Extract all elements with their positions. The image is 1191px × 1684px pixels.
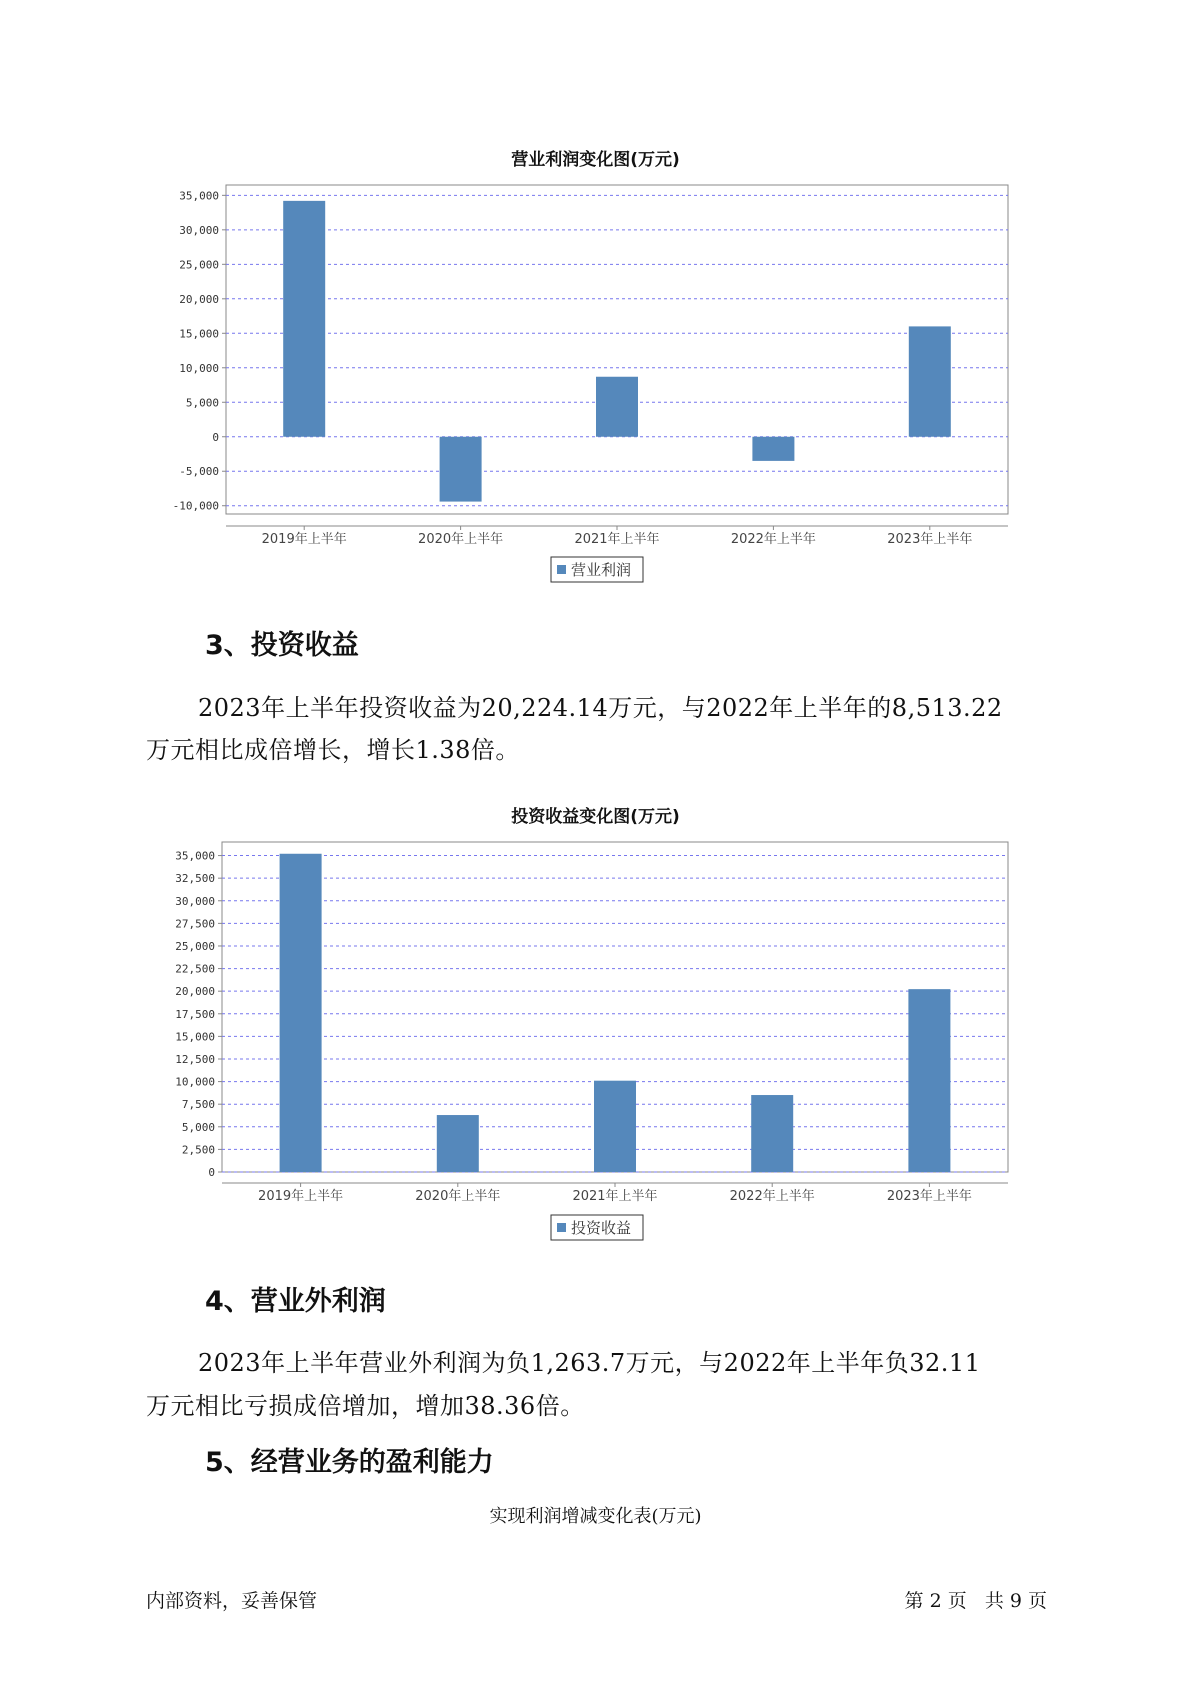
legend-label: 营业利润 bbox=[571, 561, 632, 579]
bar-2019年上半年 bbox=[280, 854, 322, 1172]
footer-page-number: 第 2 页 bbox=[904, 1590, 967, 1612]
y-tick-label: 7,500 bbox=[181, 1098, 215, 1112]
y-tick-label: -5,000 bbox=[179, 465, 219, 479]
x-tick-label: 2023年上半年 bbox=[886, 1189, 972, 1204]
y-tick-label: 17,500 bbox=[175, 1007, 215, 1021]
y-tick-label: 5,000 bbox=[185, 396, 219, 410]
footer-page-total: 共 9 页 bbox=[984, 1590, 1047, 1612]
y-tick-label: 30,000 bbox=[175, 894, 215, 908]
footer-page-info bbox=[905, 1586, 1047, 1613]
y-tick-label: 10,000 bbox=[179, 361, 219, 375]
y-tick-label: 35,000 bbox=[179, 189, 219, 203]
investment-income-text-line2: 万元相比成倍增长，增长1.38倍。 bbox=[146, 736, 520, 764]
x-tick-label: 2021年上半年 bbox=[572, 1189, 658, 1204]
x-tick-label: 2020年上半年 bbox=[415, 1189, 501, 1204]
y-tick-label: 15,000 bbox=[175, 1030, 215, 1044]
x-tick-label: 2023年上半年 bbox=[887, 532, 973, 547]
section-heading-investment-income: 3、投资收益 bbox=[205, 630, 359, 661]
chart1-title: 营业利润变化图(万元) bbox=[511, 150, 680, 170]
bar-2022年上半年 bbox=[751, 1095, 793, 1172]
section-heading-profitability: 5、经营业务的盈利能力 bbox=[205, 1447, 494, 1478]
investment-income-text-line1: 2023年上半年投资收益为20,224.14万元，与2022年上半年的8,513.22 bbox=[198, 694, 1003, 722]
bar-2023年上半年 bbox=[908, 989, 950, 1172]
x-tick-label: 2020年上半年 bbox=[418, 532, 504, 547]
y-tick-label: 32,500 bbox=[175, 872, 215, 886]
y-tick-label: 15,000 bbox=[179, 327, 219, 341]
x-tick-label: 2019年上半年 bbox=[258, 1189, 344, 1204]
y-tick-label: 25,000 bbox=[175, 939, 215, 953]
profit-change-table-caption: 实现利润增减变化表(万元) bbox=[489, 1506, 702, 1527]
non-operating-profit-text-line2: 万元相比亏损成倍增加，增加38.36倍。 bbox=[146, 1392, 585, 1420]
y-tick-label: 5,000 bbox=[181, 1120, 215, 1134]
y-tick-label: 0 bbox=[208, 1166, 215, 1179]
non-operating-profit-text-line1: 2023年上半年营业外利润为负1,263.7万元，与2022年上半年负32.11 bbox=[198, 1349, 981, 1377]
y-tick-label: 0 bbox=[212, 430, 219, 444]
y-tick-label: 20,000 bbox=[179, 292, 219, 306]
x-tick-label: 2022年上半年 bbox=[729, 1189, 815, 1204]
section-heading-non-operating-profit: 4、营业外利润 bbox=[205, 1286, 386, 1317]
y-tick-label: 20,000 bbox=[175, 985, 215, 999]
y-tick-label: 22,500 bbox=[175, 962, 215, 976]
x-tick-label: 2022年上半年 bbox=[730, 532, 816, 547]
legend-swatch bbox=[557, 1223, 566, 1232]
chart2-title: 投资收益变化图(万元) bbox=[511, 807, 680, 827]
y-tick-label: 2,500 bbox=[181, 1143, 215, 1157]
y-tick-label: 35,000 bbox=[175, 849, 215, 863]
y-tick-label: 30,000 bbox=[179, 223, 219, 237]
x-tick-label: 2021年上半年 bbox=[574, 532, 660, 547]
legend-label: 投资收益 bbox=[571, 1219, 632, 1237]
x-tick-label: 2019年上半年 bbox=[261, 532, 347, 547]
y-tick-label: 10,000 bbox=[175, 1075, 215, 1089]
y-tick-label: -10,000 bbox=[172, 499, 219, 513]
y-tick-label: 27,500 bbox=[175, 917, 215, 931]
footer-confidential-note: 内部资料，妥善保管 bbox=[146, 1590, 318, 1612]
y-tick-label: 25,000 bbox=[179, 258, 219, 272]
y-tick-label: 12,500 bbox=[175, 1052, 215, 1066]
bar-2021年上半年 bbox=[594, 1081, 636, 1172]
bar-2020年上半年 bbox=[437, 1115, 479, 1172]
